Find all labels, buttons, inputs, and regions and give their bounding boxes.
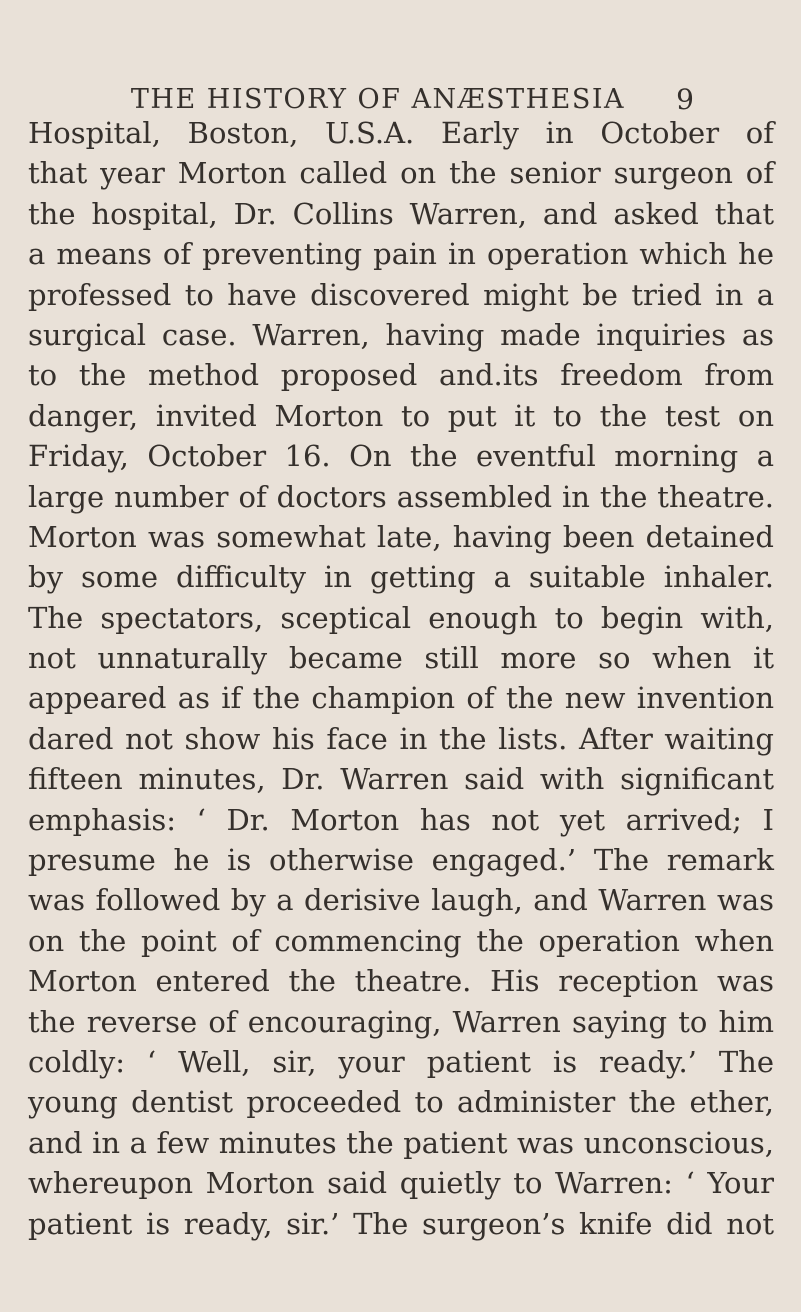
text-line: Morton was somewhat late, having been detained	[28, 519, 774, 554]
text-line: whereupon Morton said quietly to Warren: ‘ Your	[28, 1166, 774, 1201]
text-line: was followed by a derisive laugh, and Warren was	[28, 883, 774, 918]
text-line: Friday, October 16. On the eventful morning a	[28, 439, 774, 474]
body-text	[28, 113, 774, 1244]
text-line: the reverse of encouraging, Warren saying to him	[28, 1004, 774, 1039]
text-line: coldly: ‘ Well, sir, your patient is ready.’ The	[28, 1044, 774, 1079]
text-line: young dentist proceeded to administer the ether,	[28, 1085, 774, 1120]
text-line: the hospital, Dr. Collins Warren, and asked that	[28, 196, 774, 231]
text-line: emphasis: ‘ Dr. Morton has not yet arrived; I	[28, 802, 774, 837]
text-line: a means of preventing pain in operation which he	[28, 237, 774, 272]
text-line: patient is ready, sir.’ The surgeon’s knife did not	[28, 1206, 774, 1241]
text-line: surgical case. Warren, having made inquiries as	[28, 317, 774, 352]
text-line: appeared as if the champion of the new invention	[28, 681, 774, 716]
text-line: professed to have discovered might be tried in a	[28, 277, 774, 312]
text-line: danger, invited Morton to put it to the test on	[28, 398, 774, 433]
text-line: that year Morton called on the senior surgeon of	[28, 156, 774, 191]
running-title: THE HISTORY OF ANÆSTHESIA	[130, 84, 626, 115]
text-line: and in a few minutes the patient was unconscious,	[28, 1125, 774, 1160]
text-line: on the point of commencing the operation when	[28, 923, 774, 958]
text-line: not unnaturally became still more so when it	[28, 641, 774, 676]
text-line: dared not show his face in the lists. After waiting	[28, 721, 774, 756]
text-line: fifteen minutes, Dr. Warren said with significant	[28, 762, 774, 797]
text-line: large number of doctors assembled in the theatre.	[28, 479, 774, 514]
text-line: by some difficulty in getting a suitable inhaler.	[28, 560, 774, 595]
text-line: Morton entered the theatre. His reception was	[28, 964, 774, 999]
text-line: to the method proposed and.its freedom from	[28, 358, 774, 393]
text-line: The spectators, sceptical enough to begin with,	[28, 600, 774, 635]
text-line: presume he is otherwise engaged.’ The remark	[28, 843, 774, 878]
page-number: 9	[676, 83, 694, 116]
text-line: Hospital, Boston, U.S.A. Early in October of	[28, 116, 774, 150]
